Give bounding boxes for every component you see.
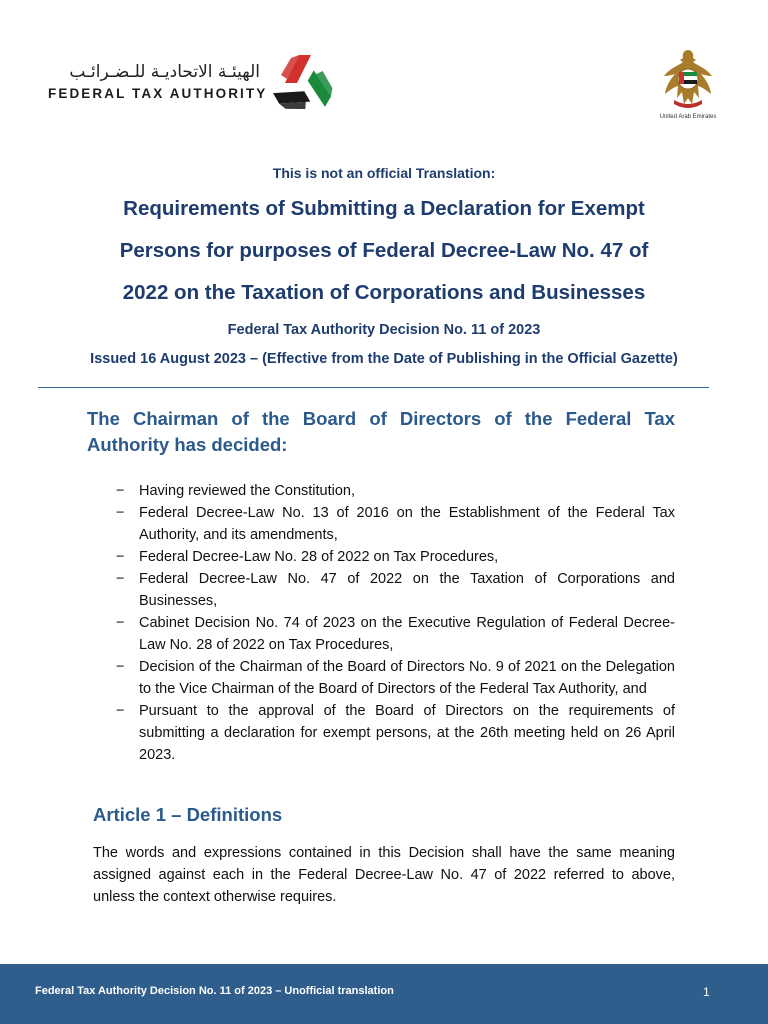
chairman-heading: The Chairman of the Board of Directors of the Federal Tax Authority has decided: (87, 408, 675, 455)
uae-emblem-caption: United Arab Emirates (659, 114, 717, 120)
preamble-text: Decision of the Chairman of the Board of Directors No. 9 of 2021 on the Delegation to the Vice Chairman of the Board of Directors of the Federal Tax Authority, and (139, 659, 675, 697)
dash-bullet: − (116, 505, 125, 521)
article-1-body: The words and expressions contained in this Decision shall have the same meaning assigned against each in the Federal Decree-Law No. 47 of 2022 referred to above, unless the context otherwise requires. (93, 845, 675, 905)
article-1-heading: Article 1 – Definitions (93, 804, 283, 825)
preamble-item (116, 700, 675, 766)
footer-text: Federal Tax Authority Decision No. 11 of 2023 – Unofficial translation (35, 985, 394, 997)
dash-bullet: − (116, 549, 125, 565)
preamble-text: Federal Decree-Law No. 13 of 2016 on the Establishment of the Federal Tax Authority, and its amendments, (139, 505, 675, 543)
dash-bullet: − (116, 659, 125, 675)
preamble-item (116, 568, 675, 612)
decision-number: Federal Tax Authority Decision No. 11 of 2023 (227, 322, 541, 338)
fta-arabic-name: الهيئـة الاتحاديـة للـضـرائـب (69, 62, 260, 82)
preamble-text: Having reviewed the Constitution, (139, 483, 356, 499)
preamble-item (116, 480, 675, 502)
preamble-list (116, 480, 675, 766)
dash-bullet: − (116, 615, 125, 631)
fta-english-name: FEDERAL TAX AUTHORITY (48, 86, 268, 101)
uae-emblem-icon (660, 46, 716, 112)
preamble-text: Federal Decree-Law No. 47 of 2022 on the Taxation of Corporations and Businesses, (139, 571, 675, 609)
dash-bullet: − (116, 571, 125, 587)
document-title-line-1: Requirements of Submitting a Declaration for Exempt (123, 197, 645, 220)
fta-logo-icon (268, 52, 338, 118)
dash-bullet: − (116, 483, 125, 499)
issue-date: Issued 16 August 2023 – (Effective from the Date of Publishing in the Official Gazette) (90, 351, 678, 367)
preamble-item (116, 612, 675, 656)
preamble-item (116, 502, 675, 546)
divider (38, 387, 709, 388)
page-footer (0, 964, 768, 1024)
preamble-text: Federal Decree-Law No. 28 of 2022 on Tax Procedures, (139, 549, 499, 565)
document-title-line-3: 2022 on the Taxation of Corporations and Businesses (122, 281, 646, 304)
unofficial-translation-notice: This is not an official Translation: (272, 165, 496, 181)
preamble-text: Cabinet Decision No. 74 of 2023 on the Executive Regulation of Federal Decree-Law No. 28 of 2022 on Tax Procedures, (139, 615, 675, 653)
preamble-item (116, 656, 675, 700)
dash-bullet: − (116, 703, 125, 719)
page-number: 1 (703, 985, 710, 999)
document-header (0, 0, 768, 150)
preamble-text: Pursuant to the approval of the Board of Directors on the requirements of submitting a declaration for exempt persons, at the 26th meeting held on 26 April 2023. (139, 703, 675, 763)
document-title-line-2: Persons for purposes of Federal Decree-Law No. 47 of (119, 239, 649, 262)
preamble-item (116, 546, 675, 568)
